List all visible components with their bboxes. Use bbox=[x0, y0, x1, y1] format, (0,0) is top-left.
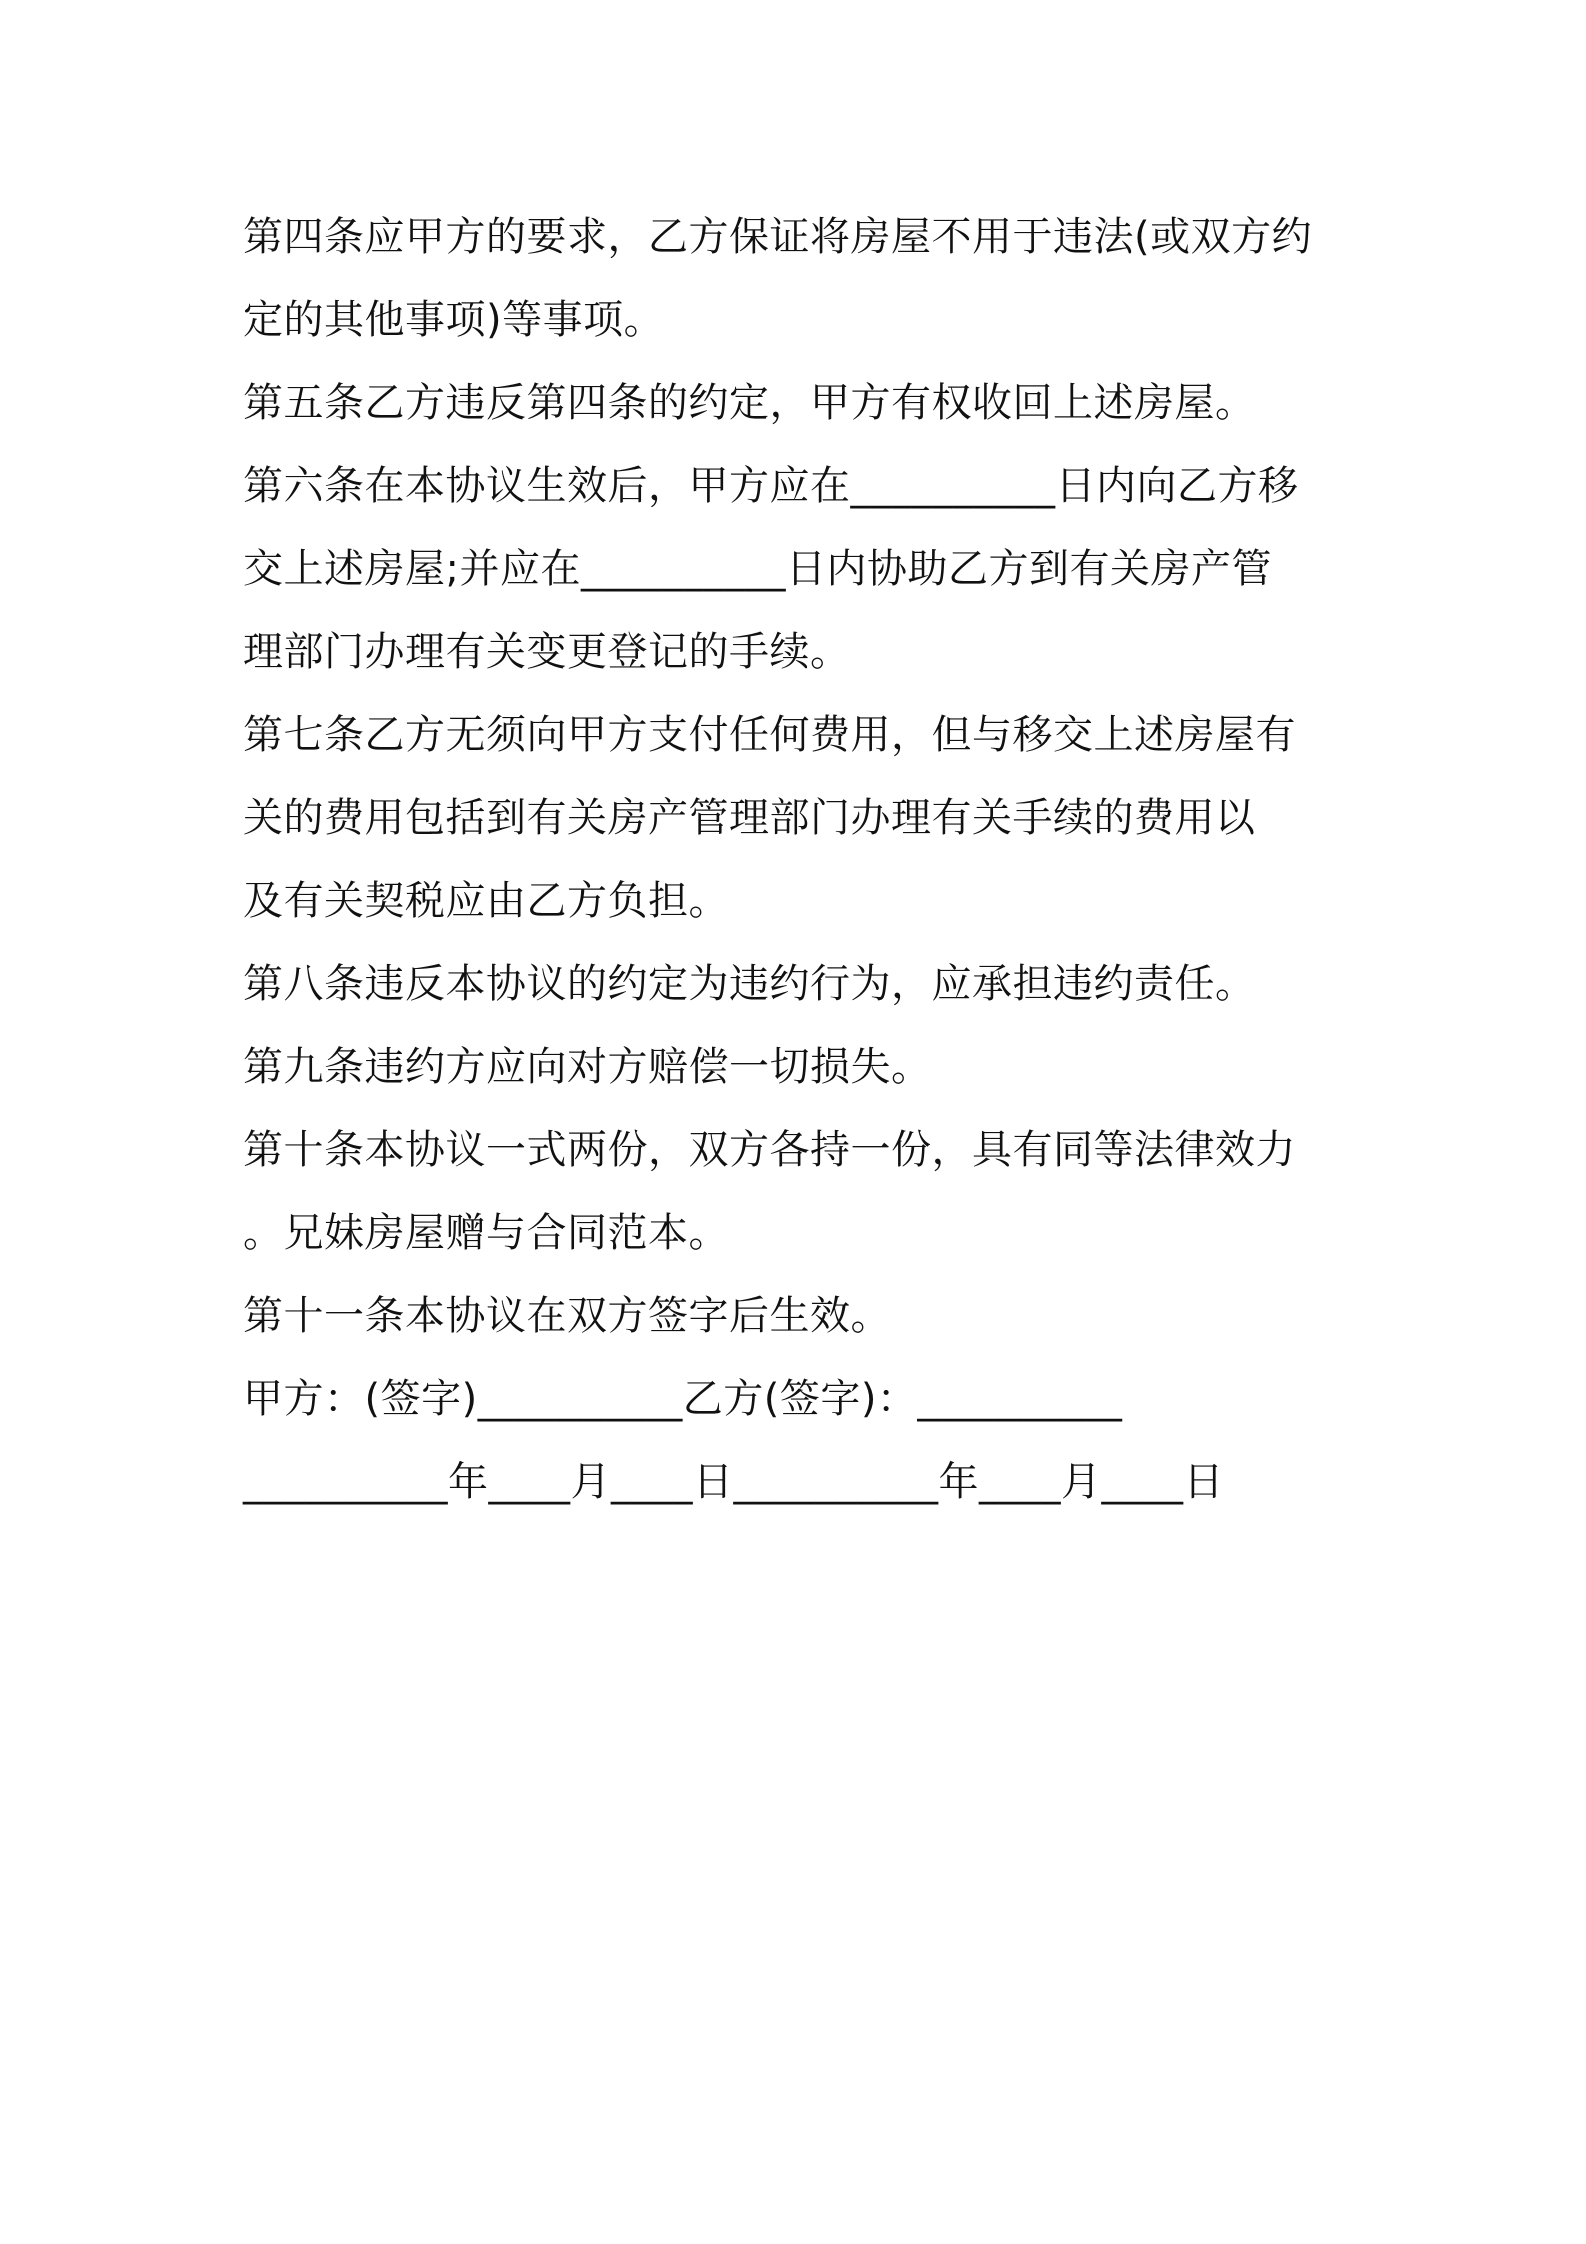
date-line: __________年____月____日__________年____月____日 bbox=[243, 1459, 1224, 1505]
clause-4-line-2: 定的其他事项)等事项。 bbox=[243, 297, 665, 343]
document-body bbox=[243, 196, 1363, 1524]
clause-5: 第五条乙方违反第四条的约定，甲方有权收回上述房屋。 bbox=[243, 380, 1256, 426]
clause-10-line-2: 。兄妹房屋赠与合同范本。 bbox=[243, 1210, 729, 1256]
clause-6-line-2: 交上述房屋;并应在__________日内协助乙方到有关房产管 bbox=[243, 546, 1272, 592]
clause-7-line-3: 及有关契税应由乙方负担。 bbox=[243, 878, 729, 924]
clause-9: 第九条违约方应向对方赔偿一切损失。 bbox=[243, 1044, 932, 1090]
signature-line: 甲方：(签字)__________乙方(签字)：__________ bbox=[243, 1376, 1123, 1422]
clause-10-line-1: 第十条本协议一式两份，双方各持一份，具有同等法律效力 bbox=[243, 1127, 1296, 1173]
clause-6-line-3: 理部门办理有关变更登记的手续。 bbox=[243, 629, 851, 675]
clause-7-line-1: 第七条乙方无须向甲方支付任何费用，但与移交上述房屋有 bbox=[243, 712, 1296, 758]
clause-6-line-1: 第六条在本协议生效后，甲方应在__________日内向乙方移 bbox=[243, 463, 1299, 509]
clause-11: 第十一条本协议在双方签字后生效。 bbox=[243, 1293, 891, 1339]
clause-7-line-2: 关的费用包括到有关房产管理部门办理有关手续的费用以 bbox=[243, 795, 1256, 841]
clause-8: 第八条违反本协议的约定为违约行为，应承担违约责任。 bbox=[243, 961, 1256, 1007]
clause-4-line-1: 第四条应甲方的要求，乙方保证将房屋不用于违法(或双方约 bbox=[243, 214, 1313, 260]
